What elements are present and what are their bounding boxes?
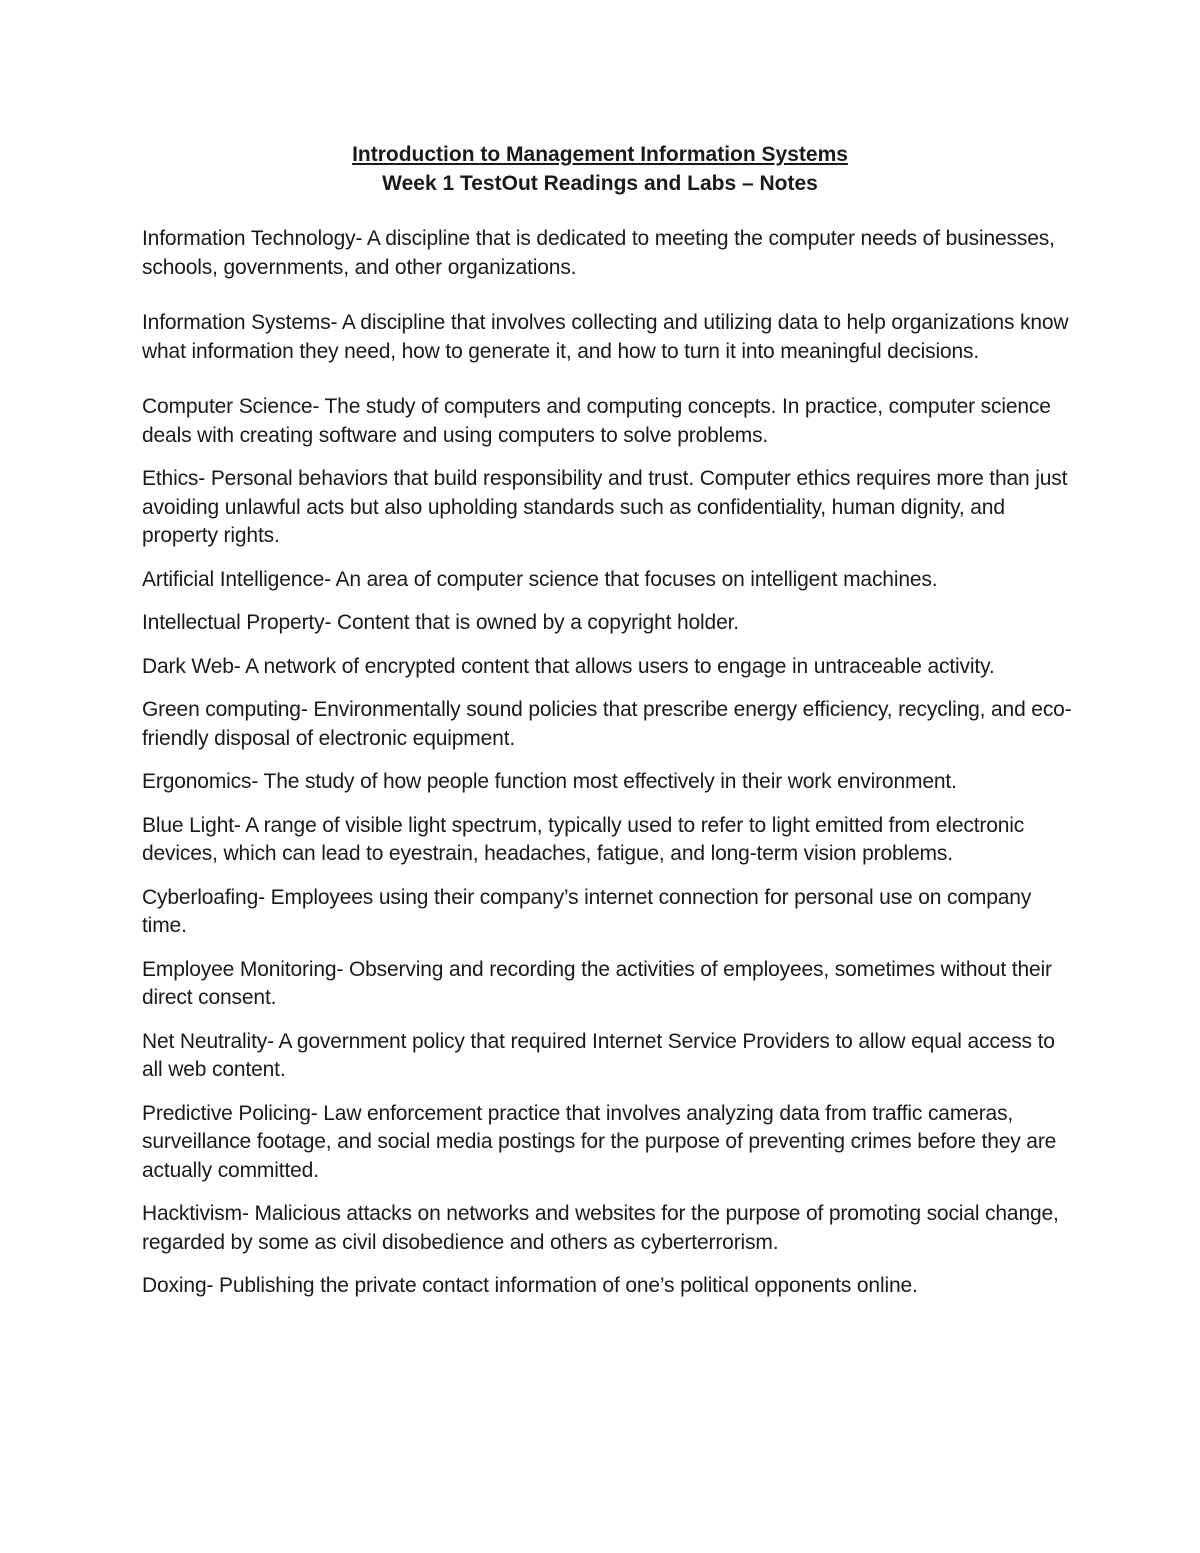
- document-title: Introduction to Management Information Systems: [352, 143, 848, 166]
- note-net-neutrality: Net Neutrality- A government policy that required Internet Service Providers to allow equal access to all web content.: [142, 1029, 1055, 1081]
- note-information-technology: Information Technology- A discipline that is dedicated to meeting the computer needs of businesses, schools, governments, and other organizations.: [142, 227, 1055, 279]
- note-dark-web: Dark Web- A network of encrypted content that allows users to engage in untraceable activity.: [142, 654, 995, 678]
- note-doxing: Doxing- Publishing the private contact information of one’s political opponents online.: [142, 1274, 918, 1297]
- note-ergonomics: Ergonomics- The study of how people function most effectively in their work environment.: [142, 770, 957, 793]
- note-employee-monitoring: Employee Monitoring- Observing and recording the activities of employees, sometimes without their direct consent.: [142, 957, 1052, 1009]
- note-green-computing: Green computing- Environmentally sound policies that prescribe energy efficiency, recycling, and eco-friendly disposal of electronic equipment.: [142, 698, 1072, 750]
- note-information-systems: Information Systems- A discipline that involves collecting and utilizing data to help organizations know what information they need, how to generate it, and how to turn it into meaningful decisions.: [142, 311, 1069, 363]
- note-hacktivism: Hacktivism- Malicious attacks on networks and websites for the purpose of promoting social change, regarded by some as civil disobedience and others as cyberterrorism.: [142, 1202, 1059, 1254]
- document-subtitle: Week 1 TestOut Readings and Labs – Notes: [382, 172, 818, 195]
- document-heading: [0, 140, 1200, 198]
- note-predictive-policing: Predictive Policing- Law enforcement practice that involves analyzing data from traffic cameras, surveillance footage, and social media postings for the purpose of preventing crimes before they are actually committed.: [142, 1101, 1057, 1182]
- note-artificial-intelligence: Artificial Intelligence- An area of computer science that focuses on intelligent machines.: [142, 567, 938, 591]
- note-computer-science: Computer Science- The study of computers and computing concepts. In practice, computer science deals with creating software and using computers to solve problems.: [142, 395, 1051, 447]
- notes-body: [142, 225, 1072, 1316]
- note-blue-light: Blue Light- A range of visible light spectrum, typically used to refer to light emitted from electronic devices, which can lead to eyestrain, headaches, fatigue, and long-term vision problems.: [142, 813, 1025, 865]
- note-intellectual-property: Intellectual Property- Content that is owned by a copyright holder.: [142, 611, 739, 634]
- note-cyberloafing: Cyberloafing- Employees using their company’s internet connection for personal use on company time.: [142, 885, 1032, 937]
- note-ethics: Ethics- Personal behaviors that build responsibility and trust. Computer ethics requires more than just avoiding unlawful acts but also upholding standards such as confidentiality, human dignity, and property rights.: [142, 467, 1068, 547]
